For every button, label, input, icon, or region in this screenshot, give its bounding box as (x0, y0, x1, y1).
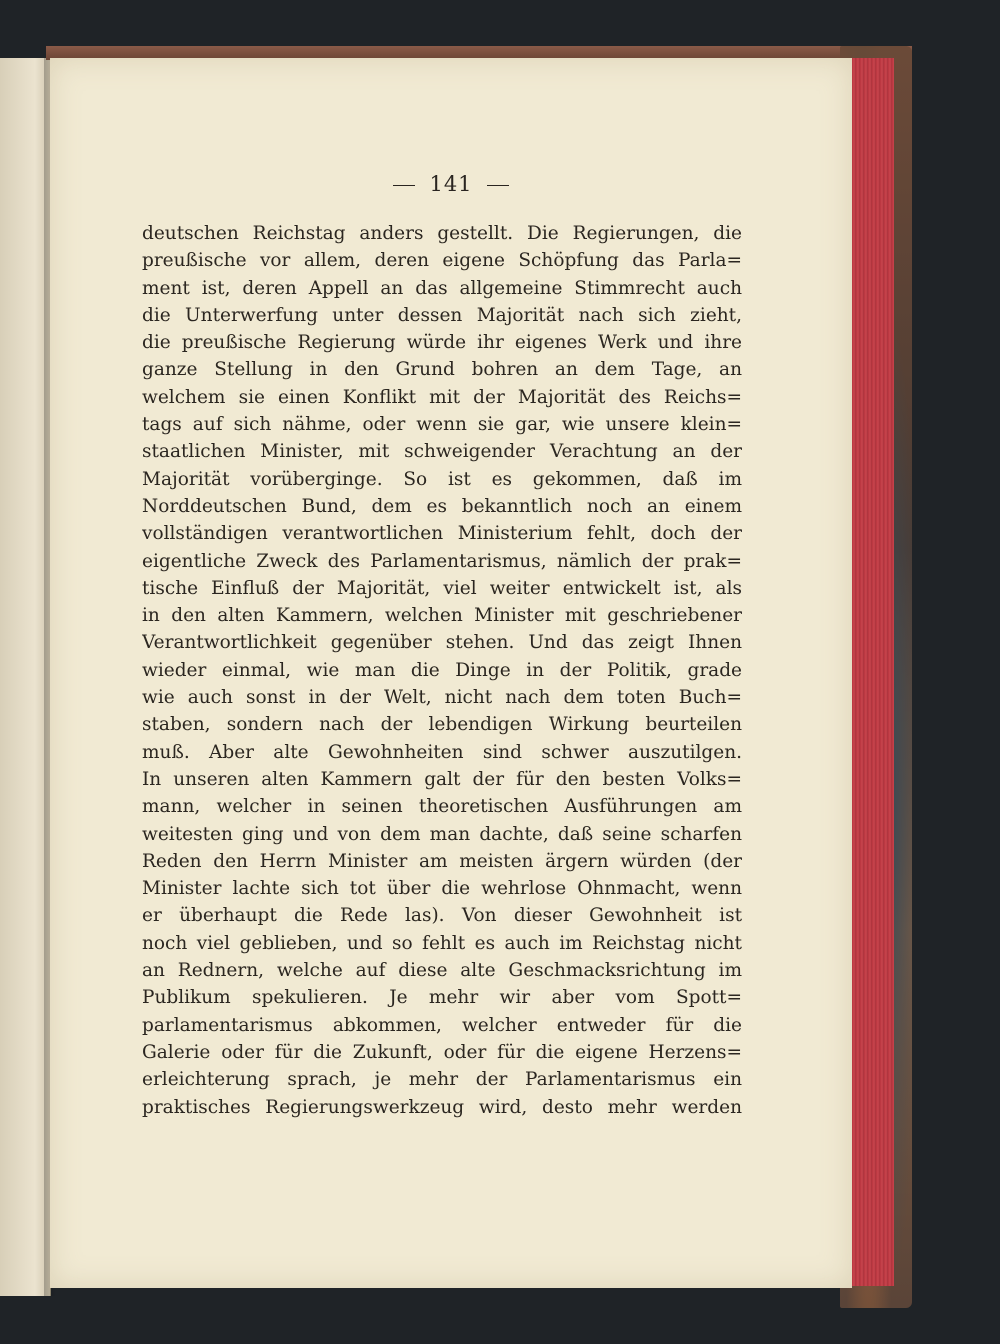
text-line: wie auch sonst in der Welt, nicht nach dem toten Buch= (142, 687, 742, 709)
text-line: an Rednern, welche auf diese alte Geschmacksrichtung im (142, 960, 742, 982)
text-line: muß. Aber alte Gewohnheiten sind schwer auszutilgen. (142, 741, 742, 763)
text-line: Norddeutschen Bund, dem es bekanntlich noch an einem (142, 495, 742, 517)
text-line: Majorität vorüberginge. So ist es gekommen, daß im (142, 468, 742, 490)
text-line: mann, welcher in seinen theoretischen Ausführungen am (142, 796, 742, 818)
body-text (142, 220, 742, 1121)
text-line: deutschen Reichstag anders gestellt. Die Regierungen, die (142, 223, 742, 244)
text-line: in den alten Kammern, welchen Minister mit geschriebener (142, 605, 742, 627)
text-line: ment ist, deren Appell an das allgemeine Stimmrecht auch (142, 277, 742, 299)
text-line: staatlichen Minister, mit schweigender Verachtung an der (142, 441, 742, 463)
text-line: wieder einmal, wie man die Dinge in der Politik, grade (142, 659, 742, 681)
text-line: eigentliche Zweck des Parlamentarismus, nämlich der prak= (142, 550, 742, 572)
text-line: Minister lachte sich tot über die wehrlose Ohnmacht, wenn (142, 878, 742, 900)
text-line: In unseren alten Kammern galt der für den besten Volks= (142, 768, 742, 790)
text-line: weitesten ging und von dem man dachte, daß seine scharfen (142, 823, 742, 845)
text-line: Galerie oder für die Zukunft, oder für die eigene Herzens= (142, 1041, 742, 1063)
text-line: ganze Stellung in den Grund bohren an dem Tage, an (142, 359, 742, 381)
text-line: staben, sondern nach der lebendigen Wirkung beurteilen (142, 714, 742, 736)
text-line: praktisches Regierungswerkzeug wird, desto mehr werden (142, 1096, 742, 1118)
text-line: tische Einfluß der Majorität, viel weiter entwickelt ist, als (142, 577, 742, 599)
text-line: Verantwortlichkeit gegenüber stehen. Und das zeigt Ihnen (142, 632, 742, 654)
text-line: vollständigen verantwortlichen Ministerium fehlt, doch der (142, 523, 742, 545)
text-line: er überhaupt die Rede las). Von dieser Gewohnheit ist (142, 905, 742, 927)
text-line: preußische vor allem, deren eigene Schöpfung das Parla= (142, 250, 742, 272)
page-number-dash-right (487, 185, 509, 186)
text-line: die Unterwerfung unter dessen Majorität nach sich zieht, (142, 304, 742, 326)
page-number (50, 172, 852, 196)
red-page-edges (850, 58, 894, 1286)
book-page (50, 58, 852, 1288)
text-line: noch viel geblieben, und so fehlt es auch im Reichstag nicht (142, 932, 742, 954)
text-line: Reden den Herrn Minister am meisten ärgern würden (der (142, 850, 742, 872)
page-number-value: 141 (429, 172, 473, 196)
text-line: Publikum spekulieren. Je mehr wir aber vom Spott= (142, 987, 742, 1009)
text-line: tags auf sich nähme, oder wenn sie gar, wie unsere klein= (142, 414, 742, 436)
text-line: parlamentarismus abkommen, welcher entweder für die (142, 1014, 742, 1036)
text-line: welchem sie einen Konflikt mit der Majorität des Reichs= (142, 386, 742, 408)
page-number-dash-left (393, 185, 415, 186)
text-line: die preußische Regierung würde ihr eigenes Werk und ihre (142, 332, 742, 354)
text-line: erleichterung sprach, je mehr der Parlamentarismus ein (142, 1069, 742, 1091)
